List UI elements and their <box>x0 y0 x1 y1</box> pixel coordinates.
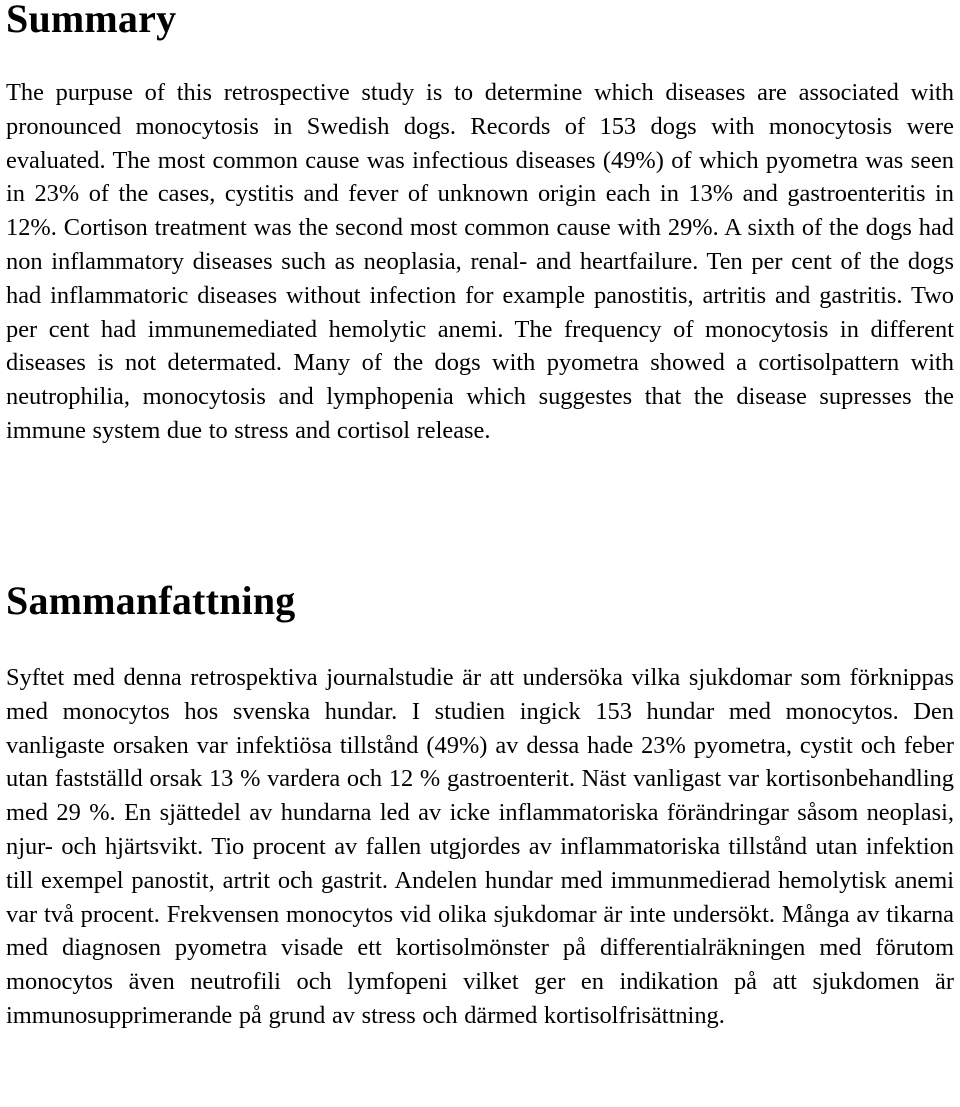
summary-paragraph: The purpuse of this retrospective study is to determine which diseases are associated with pronounced monocytosis in Swedish dogs. Records of 153 dogs with monocytosis were evaluated. The most common cause was infectious diseases (49%) of which pyometra was seen in 23% of the cases, cystitis and fever of unknown origin each in 13% and gastroenteritis in 12%. Cortison treatment was the second most common cause with 29%. A sixth of the dogs had non inflammatory diseases such as neoplasia, renal- and heartfailure. Ten per cent of the dogs had inflammatoric diseases without infection for example panostitis, artritis and gastritis. Two per cent had immunemediated hemolytic anemi. The frequency of monocytosis in different diseases is not determated. Many of the dogs with pyometra showed a cortisolpattern with neutrophilia, monocytosis and lymphopenia which suggestes that the disease supresses the immune system due to stress and cortisol release. <box>6 79 954 444</box>
sammanfattning-paragraph: Syftet med denna retrospektiva journalstudie är att undersöka vilka sjukdomar som förknippas med monocytos hos svenska hundar. I studien ingick 153 hundar med monocytos. Den vanligaste orsaken var infektiösa tillstånd (49%) av dessa hade 23% pyometra, cystit och feber utan fastställd orsak 13 % vardera och 12 % gastroenterit. Näst vanligast var kortisonbehandling med 29 %. En sjättedel av hundarna led av icke inflammatoriska förändringar såsom neoplasi, njur- och hjärtsvikt. Tio procent av fallen utgjordes av inflammatoriska tillstånd utan infektion till exempel panostit, artrit och gastrit. Andelen hundar med immunmedierad hemolytisk anemi var två procent. Frekvensen monocytos vid olika sjukdomar är inte undersökt. Många av tikarna med diagnosen pyometra visade ett kortisolmönster på differentialräkningen med förutom monocytos även neutrofili och lymfopeni vilket ger en indikation på att sjukdomen är immunosupprimerande på grund av stress och därmed kortisolfrisättning. <box>6 664 954 1029</box>
summary-heading: Summary <box>6 0 177 41</box>
sammanfattning-heading: Sammanfattning <box>6 578 296 623</box>
